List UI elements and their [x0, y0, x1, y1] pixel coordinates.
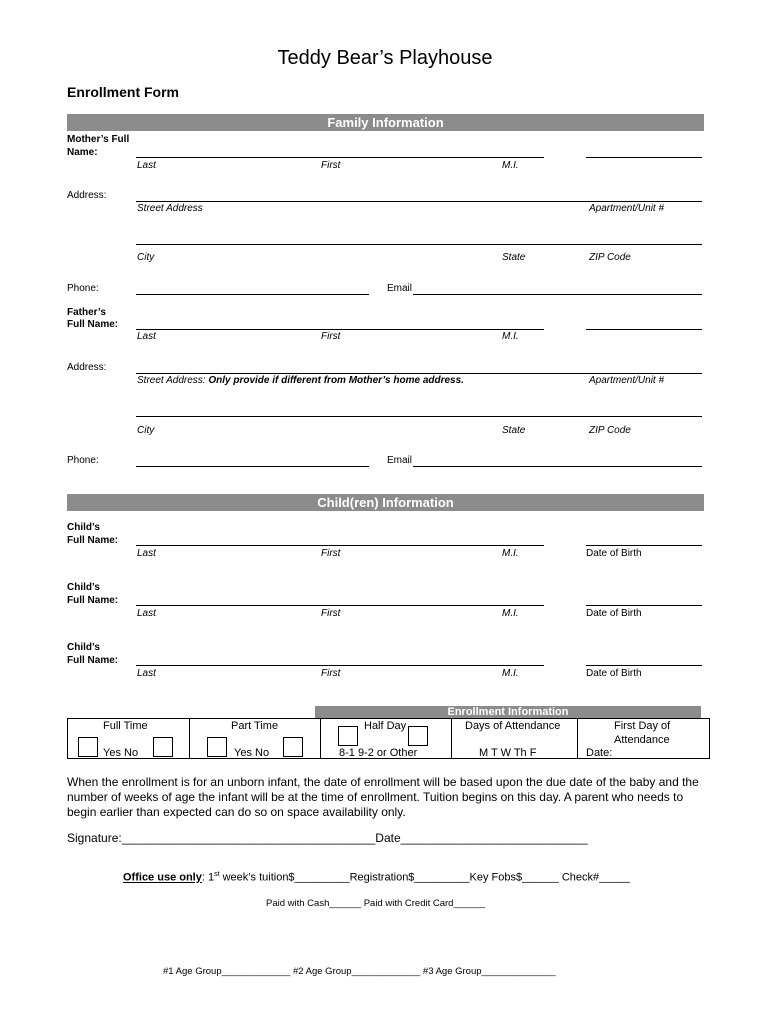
child3-last-caption: Last: [137, 668, 156, 679]
children-info-header: Child(ren) Information: [67, 494, 704, 511]
child3-label-1: Child’s: [67, 642, 100, 653]
child2-mi-caption: M.I.: [502, 608, 519, 619]
father-street-caption: [137, 375, 464, 386]
child3-first-caption: First: [321, 668, 341, 679]
father-street-prefix: Street Address:: [137, 375, 206, 386]
child1-label-2: Full Name:: [67, 535, 119, 546]
mother-extra-field[interactable]: [586, 157, 702, 158]
mother-phone-field[interactable]: [136, 294, 369, 295]
full-time-label: Full Time: [103, 720, 148, 732]
child1-first-caption: First: [321, 548, 341, 559]
half-day-options-label: 8-1 9-2 or Other: [339, 747, 418, 759]
age-groups-line: #1 Age Group_____________ #2 Age Group_____________ #3 Age Group______________: [163, 966, 556, 977]
father-name-label-2: Full Name:: [67, 319, 119, 330]
child1-label-1: Child’s: [67, 522, 100, 533]
half-day-8-1-checkbox[interactable]: [338, 726, 358, 746]
child2-dob-field[interactable]: [586, 605, 702, 606]
mother-address-label: Address:: [67, 190, 107, 201]
mother-email-field[interactable]: [413, 294, 702, 295]
child2-last-caption: Last: [137, 608, 156, 619]
page-title: Teddy Bear’s Playhouse: [277, 47, 493, 69]
father-city-caption: City: [137, 425, 155, 436]
office-use-label: Office use only: [123, 871, 202, 884]
first-day-label-2: Attendance: [614, 734, 670, 746]
father-last-caption: Last: [137, 331, 156, 342]
first-day-label-1: First Day of: [614, 720, 671, 732]
first-day-date-label: Date:: [586, 747, 613, 759]
half-day-9-2-checkbox[interactable]: [408, 726, 428, 746]
full-time-yes-no-label: Yes No: [103, 747, 139, 759]
enrollment-divider: [320, 718, 321, 759]
mother-name-label-1: Mother’s Full: [67, 134, 130, 145]
child1-last-caption: Last: [137, 548, 156, 559]
father-street-field[interactable]: [136, 373, 702, 374]
full-time-yes-checkbox[interactable]: [78, 737, 98, 757]
days-attendance-label: Days of Attendance: [465, 720, 561, 732]
mother-name-label-2: Name:: [67, 147, 98, 158]
child3-dob-caption: Date of Birth: [586, 668, 642, 679]
child2-dob-caption: Date of Birth: [586, 608, 642, 619]
mother-apt-caption: Apartment/Unit #: [589, 203, 665, 214]
paid-with-line: Paid with Cash______ Paid with Credit Card______: [266, 898, 486, 909]
office-use-row: [123, 871, 630, 884]
father-address-label: Address:: [67, 362, 107, 373]
child1-dob-field[interactable]: [586, 545, 702, 546]
father-mi-caption: M.I.: [502, 331, 519, 342]
half-day-label: Half Day: [364, 720, 407, 732]
father-first-caption: First: [321, 331, 341, 342]
office-use-sup: st: [214, 871, 220, 878]
form-subtitle: Enrollment Form: [67, 84, 180, 100]
child2-first-caption: First: [321, 608, 341, 619]
child3-dob-field[interactable]: [586, 665, 702, 666]
mother-zip-caption: ZIP Code: [589, 252, 631, 263]
office-use-colon: : 1: [201, 871, 215, 884]
father-apt-caption: Apartment/Unit #: [589, 375, 665, 386]
mother-city-field[interactable]: [136, 244, 702, 245]
child2-name-field[interactable]: [136, 605, 544, 606]
part-time-yes-checkbox[interactable]: [207, 737, 227, 757]
child3-name-field[interactable]: [136, 665, 544, 666]
mother-street-field[interactable]: [136, 201, 702, 202]
child1-name-field[interactable]: [136, 545, 544, 546]
mother-city-caption: City: [137, 252, 155, 263]
mother-last-caption: Last: [137, 160, 156, 171]
enrollment-info-header: Enrollment Information: [315, 706, 701, 719]
father-phone-label: Phone:: [67, 455, 99, 466]
enrollment-divider: [451, 718, 452, 759]
child1-dob-caption: Date of Birth: [586, 548, 642, 559]
office-use-fields: week’s tuition$_________Registration$_________Key Fobs$______ Check#_____: [219, 871, 630, 884]
father-extra-field[interactable]: [586, 329, 702, 330]
family-info-header: Family Information: [67, 114, 704, 131]
full-time-no-checkbox[interactable]: [153, 737, 173, 757]
mother-first-caption: First: [321, 160, 341, 171]
child2-label-1: Child’s: [67, 582, 100, 593]
child2-label-2: Full Name:: [67, 595, 119, 606]
mother-mi-caption: M.I.: [502, 160, 519, 171]
father-city-field[interactable]: [136, 416, 702, 417]
part-time-yes-no-label: Yes No: [234, 747, 270, 759]
father-state-caption: State: [502, 425, 526, 436]
father-zip-caption: ZIP Code: [589, 425, 631, 436]
enrollment-divider: [577, 718, 578, 759]
mother-phone-label: Phone:: [67, 283, 99, 294]
enrollment-note: When the enrollment is for an unborn infant, the date of enrollment will be based upon the due date of the baby and the number of weeks of age the infant will be at the time of enrollment. Tuition begins on this day. A parent who needs to begin earlier than expected can do so on space availability only.: [67, 775, 699, 819]
child1-mi-caption: M.I.: [502, 548, 519, 559]
father-street-note: Only provide if different from Mother’s home address.: [208, 375, 464, 386]
part-time-no-checkbox[interactable]: [283, 737, 303, 757]
child3-label-2: Full Name:: [67, 655, 119, 666]
child3-mi-caption: M.I.: [502, 668, 519, 679]
father-phone-field[interactable]: [136, 466, 369, 467]
enrollment-divider: [189, 718, 190, 759]
mother-email-label: Email: [387, 283, 413, 294]
mother-name-field[interactable]: [136, 157, 544, 158]
part-time-label: Part Time: [231, 720, 279, 732]
mother-street-caption: Street Address: [137, 203, 203, 214]
signature-line[interactable]: Signature:______________________________________Date____________________________: [67, 831, 588, 845]
father-email-label: Email: [387, 455, 413, 466]
weekdays-label: M T W Th F: [479, 747, 537, 759]
father-email-field[interactable]: [413, 466, 702, 467]
father-name-field[interactable]: [136, 329, 544, 330]
mother-state-caption: State: [502, 252, 526, 263]
father-name-label-1: Father’s: [67, 307, 106, 318]
